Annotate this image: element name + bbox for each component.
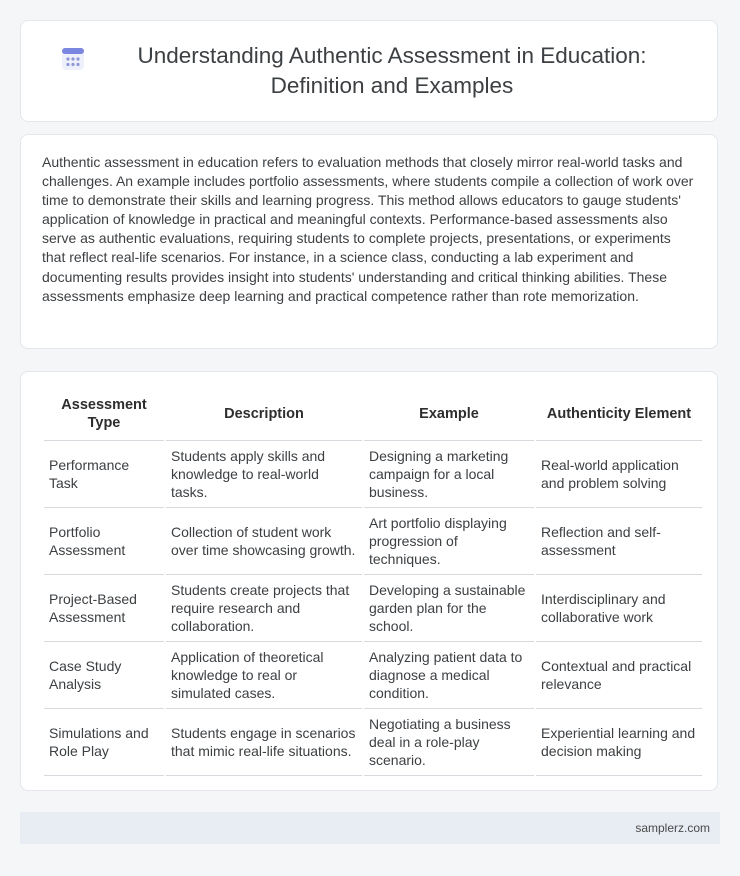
table-cell: Portfolio Assessment [44,508,164,575]
page-title: Understanding Authentic Assessment in Education: Definition and Examples [137,43,647,98]
table-cell: Designing a marketing campaign for a local business. [364,441,534,508]
table-cell: Contextual and practical relevance [536,642,702,709]
table-cell: Case Study Analysis [44,642,164,709]
table-cell: Developing a sustainable garden plan for the school. [364,575,534,642]
table-cell: Project-Based Assessment [44,575,164,642]
header-card [20,20,718,122]
calendar-icon [59,45,87,73]
table-cell: Negotiating a business deal in a role-play scenario. [364,709,534,776]
table-row [44,709,702,776]
footer-bar [20,812,720,844]
table-row [44,441,702,508]
table-cell: Students apply skills and knowledge to real-world tasks. [166,441,362,508]
table-cell: Reflection and self-assessment [536,508,702,575]
intro-card [20,134,718,349]
table-cell: Performance Task [44,441,164,508]
table-cell: Students create projects that require research and collaboration. [166,575,362,642]
column-header: Assessment Type [44,388,164,441]
assessment-table [42,388,704,776]
column-header: Example [364,388,534,441]
table-cell: Analyzing patient data to diagnose a medical condition. [364,642,534,709]
table-cell: Real-world application and problem solving [536,441,702,508]
column-header: Authenticity Element [536,388,702,441]
table-cell: Art portfolio displaying progression of techniques. [364,508,534,575]
table-cell: Interdisciplinary and collaborative work [536,575,702,642]
table-cell: Simulations and Role Play [44,709,164,776]
table-row [44,508,702,575]
table-header-row [44,388,702,441]
table-row [44,642,702,709]
table-cell: Experiential learning and decision making [536,709,702,776]
table-cell: Students engage in scenarios that mimic real-life situations. [166,709,362,776]
intro-paragraph: Authentic assessment in education refers to evaluation methods that closely mirror real-world tasks and challenges. An example includes portfolio assessments, where students compile a collection of work over time to demonstrate their skills and learning progress. This method allows educators to gauge students' application of knowledge in practical and meaningful contexts. Performance-based assessments also serve as authentic evaluations, requiring students to complete projects, presentations, or experiments that reflect real-life scenarios. For instance, in a science class, conducting a lab experiment and documenting results provides insight into students' understanding and critical thinking abilities. These assessments emphasize deep learning and practical competence rather than rote memorization. [42,154,694,304]
column-header: Description [166,388,362,441]
table-cell: Collection of student work over time showcasing growth. [166,508,362,575]
table-cell: Application of theoretical knowledge to real or simulated cases. [166,642,362,709]
table-card [20,371,718,791]
footer-site-link[interactable]: samplerz.com [635,821,710,835]
table-row [44,575,702,642]
